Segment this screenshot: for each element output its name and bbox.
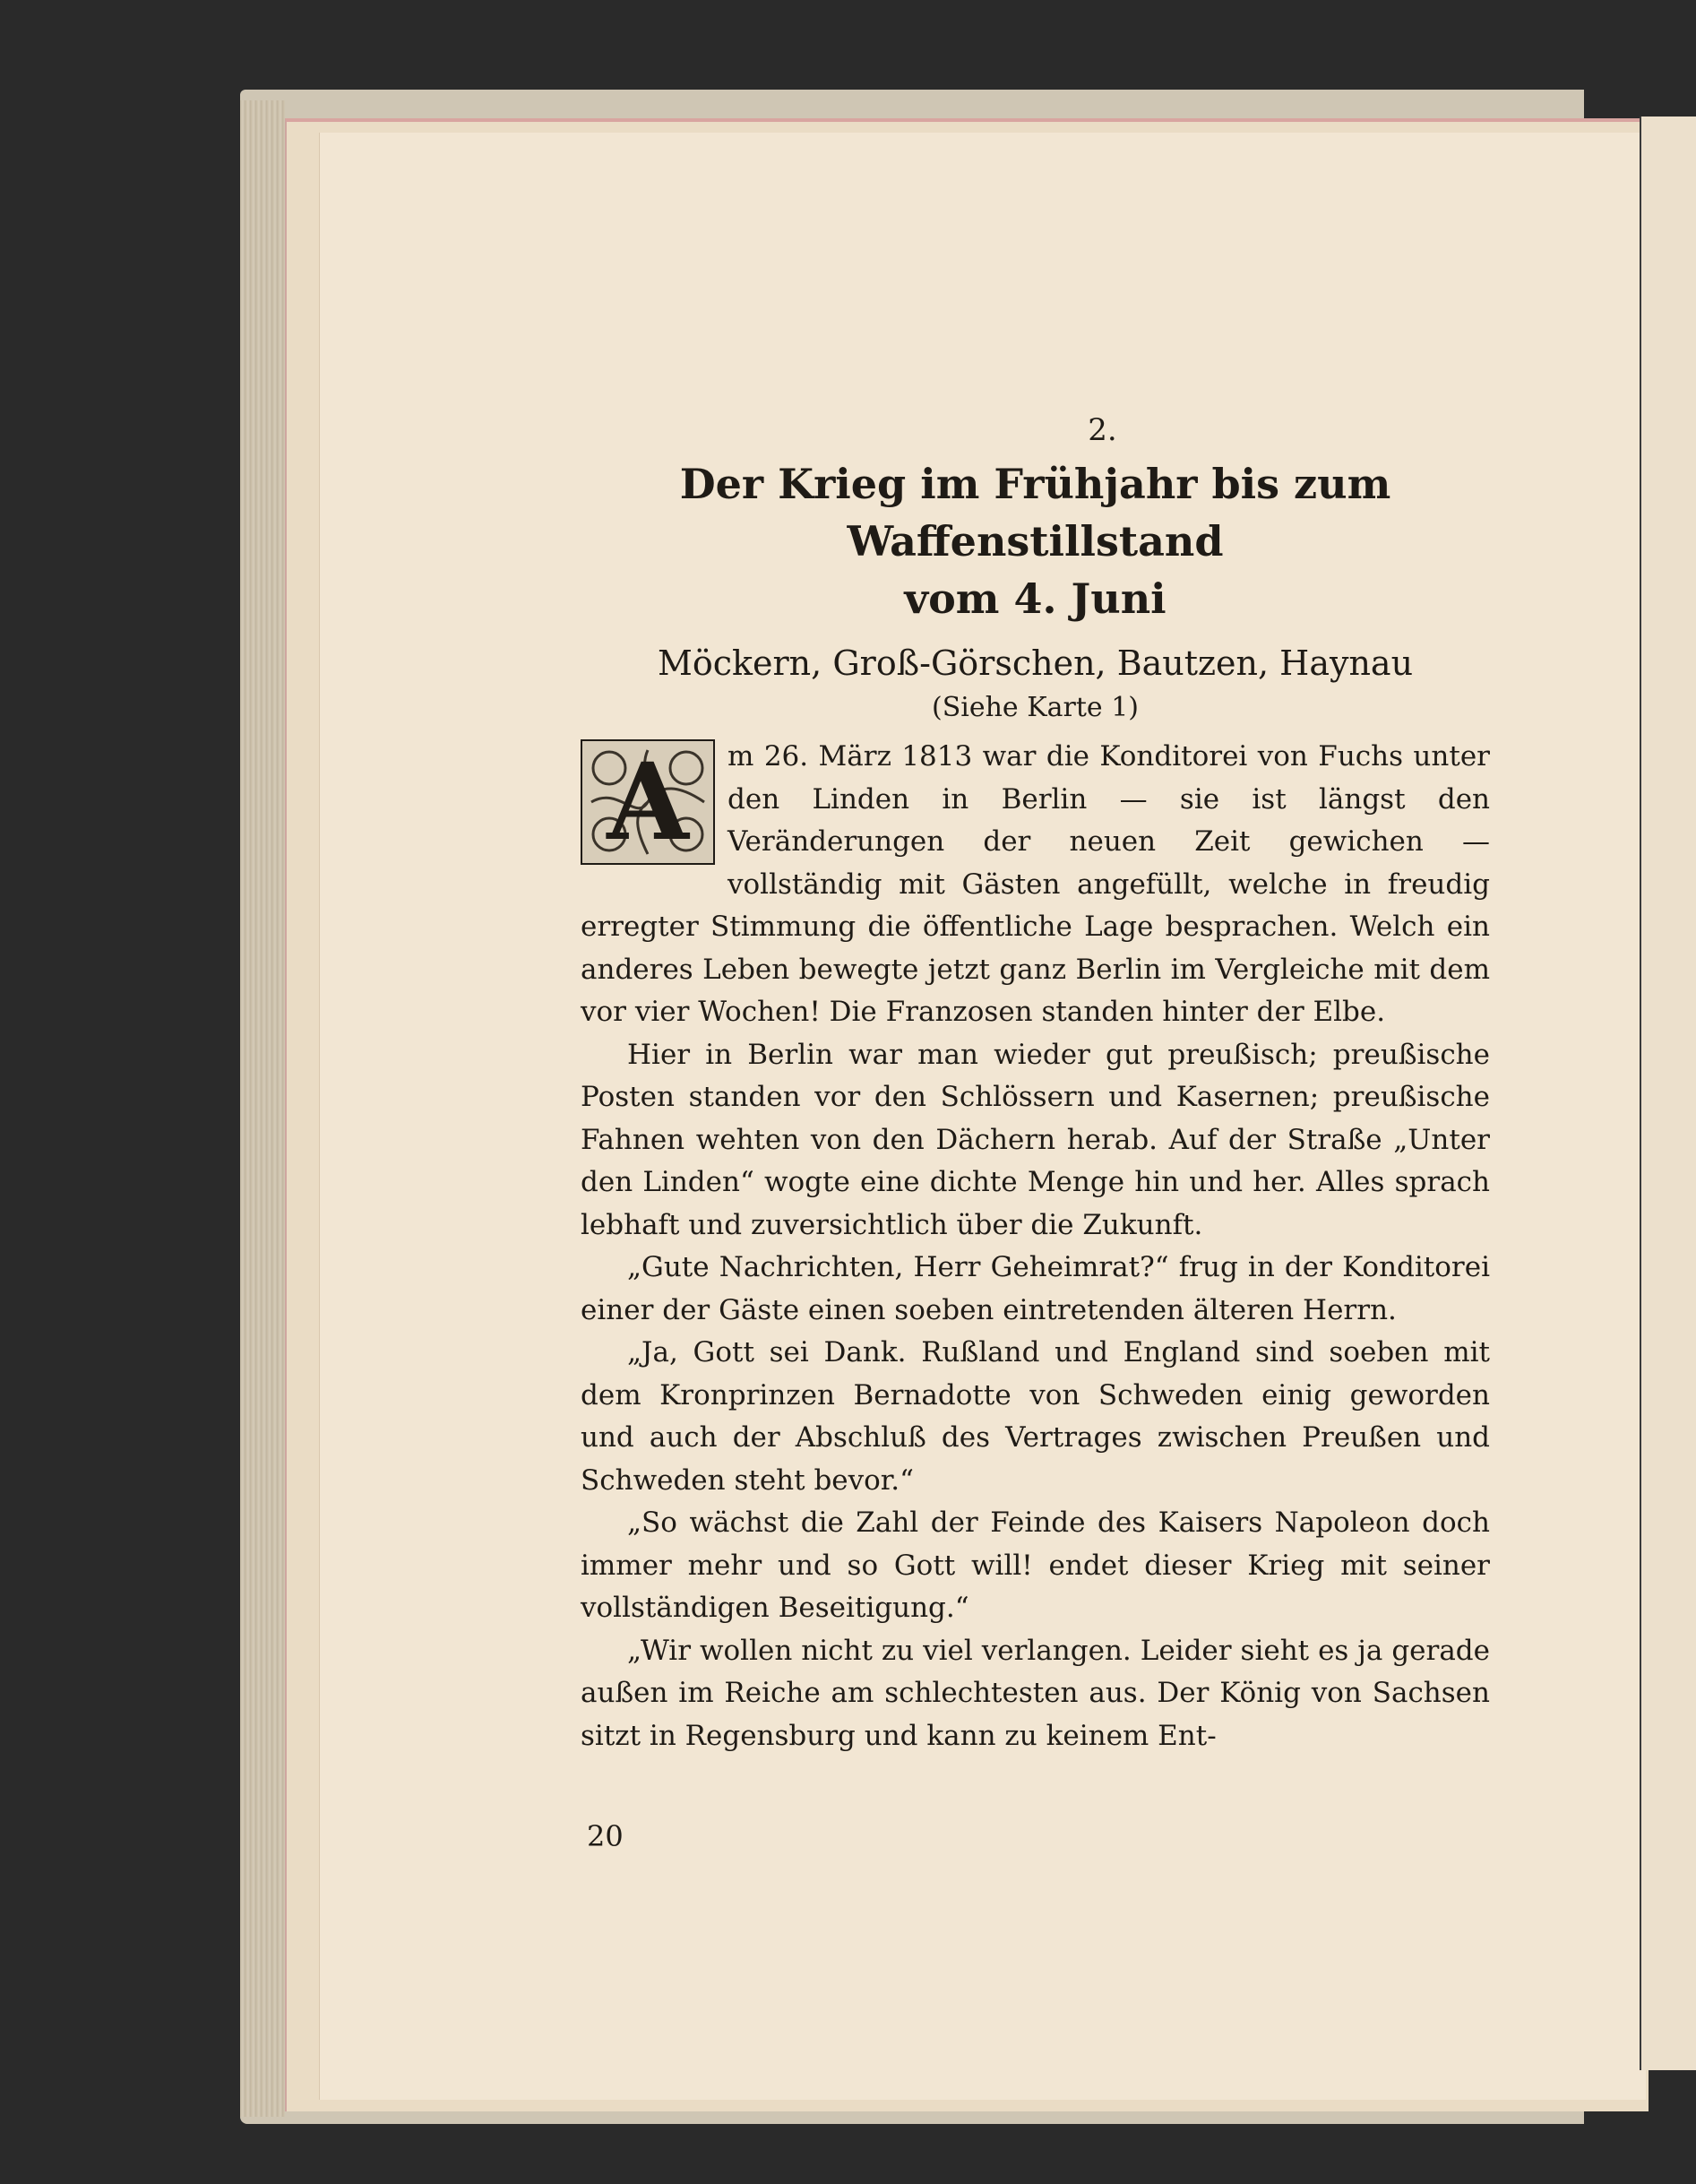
page-number: 20 <box>587 1819 624 1853</box>
chapter-title-line-1: Der Krieg im Frühjahr bis zum Waffenstillstand <box>679 460 1391 565</box>
body-text <box>581 736 1490 1757</box>
paragraph-4: „Ja, Gott sei Dank. Rußland und England sind soeben mit dem Kronprinzen Bernadotte von Schweden einig geworden und auch der Abschluß des Vertrages zwischen Preußen und Schweden steht bevor.“ <box>581 1336 1490 1497</box>
chapter-number: 2. <box>1088 412 1117 448</box>
chapter-title <box>581 455 1490 627</box>
dropcap-letter: A <box>607 739 689 864</box>
paragraph-3: „Gute Nachrichten, Herr Geheimrat?“ frug in der Konditorei einer der Gäste einen soeben eintretenden älteren Herrn. <box>581 1251 1490 1326</box>
book-spine <box>240 100 285 2117</box>
map-reference: (Siehe Karte 1) <box>932 692 1139 723</box>
paragraph-2: Hier in Berlin war man wieder gut preußisch; preußische Posten standen vor den Schlössern und Kasernen; preußische Fahnen wehten von den Dächern herab. Auf der Straße „Unter den Linden“ wogte eine dichte Menge hin und her. Alles sprach lebhaft und zuversichtlich über die Zukunft. <box>581 1038 1490 1241</box>
paragraph-5: „So wächst die Zahl der Feinde des Kaisers Napoleon doch immer mehr und so Gott will! endet dieser Krieg mit seiner vollständigen Beseitigung.“ <box>581 1506 1490 1624</box>
chapter-subtitle: Möckern, Groß-Görschen, Bautzen, Haynau <box>657 643 1414 683</box>
paragraph-6: „Wir wollen nicht zu viel verlangen. Leider sieht es ja gerade außen im Reiche am schlechtesten aus. Der König von Sachsen sitzt in Regensburg und kann zu keinem Ent- <box>581 1634 1490 1752</box>
paragraph-1: m 26. März 1813 war die Konditorei von Fuchs unter den Linden in Berlin — sie ist längst den Veränderungen der neuen Zeit gewichen — vollständig mit Gästen angefüllt, welche in freudig erregter Stimmung die öffentliche Lage besprachen. Welch ein anderes Leben bewegte jetzt ganz Berlin im Vergleiche mit dem vor vier Wochen! Die Franzosen standen hinter der Elbe. <box>581 740 1490 1028</box>
chapter-title-line-2: vom 4. Juni <box>904 574 1167 623</box>
decorative-initial <box>581 739 715 865</box>
facing-page-edge <box>1640 117 1696 2070</box>
page-content <box>581 394 1490 1757</box>
